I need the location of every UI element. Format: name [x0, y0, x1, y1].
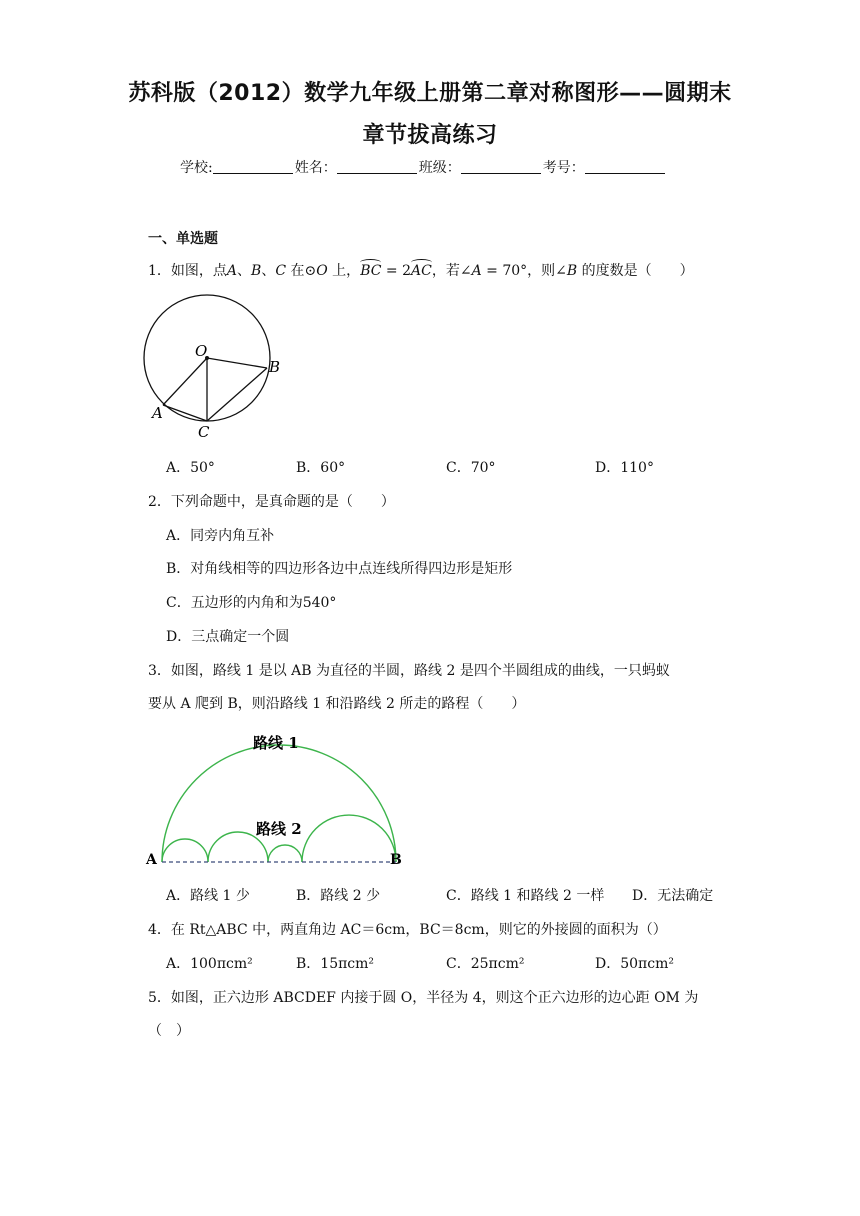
q1-text: 如图，点: [170, 263, 227, 279]
route2-arc-4: [302, 815, 396, 862]
q1-option-b[interactable]: B．60°: [296, 460, 346, 476]
name-label: 姓名：: [294, 160, 337, 176]
label-a: A: [146, 852, 157, 868]
q1-text: = 70°，则∠: [481, 263, 567, 279]
id-blank[interactable]: [585, 159, 665, 174]
q1-text: 、: [261, 263, 276, 279]
segment-ob: [207, 358, 267, 368]
section-title: 一、单选题: [148, 231, 218, 247]
q2-option-a[interactable]: A．同旁内角互补: [166, 528, 275, 544]
question-5-line2: （ ）: [148, 1023, 190, 1039]
q1-var: B: [566, 263, 578, 279]
name-blank[interactable]: [337, 159, 417, 174]
q2-option-c[interactable]: C．五边形的内角和为540°: [166, 595, 337, 611]
q1-text: ，若∠: [431, 263, 472, 279]
q2-option-b[interactable]: B．对角线相等的四边形各边中点连线所得四边形是矩形: [166, 561, 513, 577]
question-4: 4．在 Rt△ABC 中，两直角边 AC＝6cm，BC＝8cm，则它的外接圆的面积为（）: [148, 922, 667, 938]
school-label: 学校:: [180, 160, 213, 176]
route2-label: 路线 2: [256, 820, 302, 838]
q3-option-b[interactable]: B．路线 2 少: [296, 888, 381, 904]
q1-text: 在⊙: [286, 263, 317, 279]
q1-var: O: [316, 263, 328, 279]
question-5-line1: 5．如图，正六边形 ABCDEF 内接于圆 O，半径为 4，则这个正六边形的边心距 OM 为: [148, 990, 699, 1006]
q1-text: 、: [237, 263, 252, 279]
q1-var: A: [471, 263, 482, 279]
q3-route-figure: [142, 728, 412, 868]
q4-option-b[interactable]: B．15πcm²: [296, 956, 375, 972]
q1-circle-figure: [138, 292, 288, 442]
id-label: 考号：: [542, 160, 585, 176]
q4-option-d[interactable]: D．50πcm²: [595, 956, 674, 972]
label-b: B: [269, 358, 281, 376]
school-blank[interactable]: [213, 159, 293, 174]
q1-var: A: [226, 263, 238, 279]
segment-ac: [163, 405, 207, 421]
q2-option-d[interactable]: D．三点确定一个圆: [166, 629, 290, 645]
q4-option-a[interactable]: A．100πcm²: [166, 956, 253, 972]
q1-option-a[interactable]: A．50°: [166, 460, 215, 476]
q3-option-d[interactable]: D．无法确定: [632, 888, 714, 904]
question-3-line1: 3．如图，路线 1 是以 AB 为直径的半圆，路线 2 是四个半圆组成的曲线，一只蚂蚁: [148, 663, 670, 679]
question-2: 2．下列命题中，是真命题的是（ ）: [148, 494, 395, 510]
label-o: O: [195, 342, 208, 360]
route1-semicircle: [162, 745, 396, 862]
route2-arc-3: [268, 845, 302, 862]
doc-title-line1: 苏科版（2012）数学九年级上册第二章对称图形——圆期末: [128, 81, 732, 106]
class-blank[interactable]: [461, 159, 541, 174]
label-c: C: [198, 423, 210, 441]
label-a: A: [152, 404, 163, 422]
doc-title-line2: 章节拔高练习: [362, 123, 498, 148]
q1-text: 的度数是（ ）: [577, 263, 694, 279]
q1-text: 上，: [327, 263, 361, 279]
route2-arc-1: [162, 839, 208, 862]
q1-var: C: [275, 263, 287, 279]
label-b: B: [390, 852, 402, 868]
q1-option-d[interactable]: D．110°: [595, 460, 654, 476]
class-label: 班级：: [418, 160, 461, 176]
segment-oa: [163, 358, 207, 405]
q1-var: B: [251, 263, 262, 279]
q3-option-a[interactable]: A．路线 1 少: [166, 888, 250, 904]
question-3-line2: 要从 A 爬到 B，则沿路线 1 和沿路线 2 所走的路程（ ）: [148, 696, 526, 712]
q4-option-c[interactable]: C．25πcm²: [446, 956, 525, 972]
student-info-row: [180, 157, 667, 177]
q1-arc-ac: AC: [411, 263, 432, 279]
q1-number: 1．: [148, 263, 171, 279]
q1-option-c[interactable]: C．70°: [446, 460, 496, 476]
q1-text: = 2: [381, 263, 411, 279]
q1-arc-bc: BC: [360, 263, 382, 279]
route1-label: 路线 1: [253, 734, 299, 752]
q3-option-c[interactable]: C．路线 1 和路线 2 一样: [446, 888, 605, 904]
question-1: [148, 260, 694, 280]
